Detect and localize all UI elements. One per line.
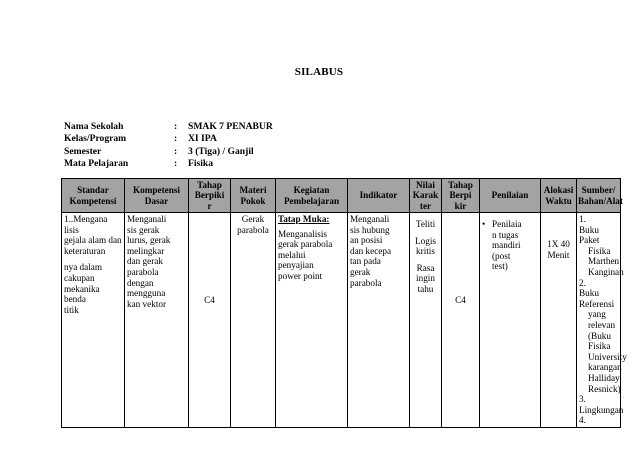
tahap-berpikir-2-value: C4 [455, 295, 466, 306]
text-line: melalui [278, 249, 306, 260]
table-row [62, 213, 621, 428]
text-line: mandiri [492, 240, 521, 251]
text-line: r [207, 200, 212, 211]
kegiatan-text [278, 229, 345, 282]
header-kegiatan-pembelajaran [276, 179, 348, 213]
header-indikator [348, 179, 410, 213]
cell-kompetensi-dasar [125, 213, 189, 428]
sumber-line: 3. [579, 394, 586, 405]
text-line: kritis [416, 246, 435, 257]
sumber-line: yang relevan [588, 309, 616, 330]
text-line: titik [64, 304, 79, 315]
text-line: gejala alam dan [64, 235, 122, 246]
text-line: mekanika benda [64, 283, 100, 305]
bullet-icon: • [482, 219, 486, 229]
text-line: tan pada [350, 256, 381, 267]
sumber-line: 2. [579, 277, 586, 288]
info-colon: : [174, 158, 178, 170]
text-line: Tahap [448, 179, 473, 190]
header-tahap-berpikir [189, 179, 231, 213]
text-line: 1X 40 [547, 239, 570, 249]
text-line: Karak [412, 190, 439, 201]
info-row [64, 146, 273, 158]
sumber-line: Lingkungan [579, 404, 624, 415]
cell-tahap-berpikir [189, 213, 231, 428]
sumber-line: Kanginan [588, 266, 624, 277]
text-line: Logis [415, 235, 436, 246]
sumber-line: Resnick) [588, 383, 621, 394]
text-line: penyajian [278, 260, 314, 271]
text-line: sis gerak [127, 224, 160, 235]
text-line: Materi [239, 184, 267, 195]
text-line: Kompetensi [69, 195, 117, 206]
cell-indikator [348, 213, 410, 428]
text-line: an posisi [350, 235, 383, 246]
text-line: dan gerak [127, 256, 163, 267]
text-line: gerak [350, 266, 371, 277]
text-line: Waktu [545, 195, 572, 206]
text-line: Menganalisis [278, 228, 327, 239]
text-line: Standar [77, 184, 109, 195]
tahap-berpikir-value: C4 [204, 295, 215, 306]
penilaian-text [492, 219, 522, 272]
table-header-row [62, 179, 621, 213]
info-value: SMAK 7 PENABUR [188, 121, 273, 132]
text-line: Penilaia [492, 219, 522, 229]
info-row [64, 121, 273, 133]
sumber-line: Marthen [588, 256, 620, 267]
sumber-line: University [588, 351, 627, 362]
text-line: Berpi [449, 190, 472, 201]
text-line: power point [278, 270, 323, 281]
header-tahap-berpikir-2 [442, 179, 480, 213]
text-line: Menit [547, 249, 570, 260]
alokasi-waktu-value [543, 239, 574, 260]
header-materi-pokok [231, 179, 276, 213]
info-value: XI IPA [188, 133, 217, 145]
text-line: Indikator [359, 190, 398, 201]
text-line: (post [492, 250, 511, 261]
info-row [64, 133, 273, 145]
header-nilai-karakter [410, 179, 442, 213]
header-penilaian [480, 179, 541, 213]
school-info [64, 121, 273, 171]
text-line: ingin [416, 273, 435, 284]
sumber-line: Halliday [588, 372, 620, 383]
text-line: nya dalam [64, 262, 103, 273]
info-value: 3 (Tiga) / Ganjil [188, 145, 254, 157]
text-line: Pembelajaran [283, 195, 340, 206]
text-line: kir [454, 200, 467, 211]
text-line: Teliti [415, 219, 436, 229]
text-line: Kegiatan [293, 184, 330, 195]
text-line: melingkar [127, 245, 165, 256]
cell-nilai-karakter [410, 213, 442, 428]
info-row [64, 158, 273, 170]
text-line: 1..Mengana lisis [64, 214, 108, 235]
sumber-line: 4. [579, 415, 586, 426]
text-line: Berpiki [194, 190, 225, 201]
text-line: parabola [350, 277, 382, 288]
text-line: keteraturan [64, 245, 106, 256]
sumber-line: Buku Paket [579, 224, 600, 246]
text-line: mengguna [127, 288, 166, 299]
text-line: Menganali [350, 214, 390, 224]
text-line: dengan [127, 277, 154, 288]
document-title: SILABUS [294, 66, 344, 78]
text-line: Nilai [416, 179, 435, 190]
text-line: Kompetensi [133, 184, 180, 195]
text-line: dan kecepa [350, 245, 392, 256]
text-line: lurus, gerak [127, 235, 171, 246]
text-line: sis hubung [350, 224, 390, 235]
cell-sumber-bahan [577, 213, 627, 428]
info-colon: : [174, 133, 178, 145]
text-line: kan vektor [127, 298, 167, 309]
text-line: n tugas [492, 229, 519, 240]
info-colon: : [174, 145, 178, 157]
text-line: Sumber/ [581, 184, 616, 195]
text-line: parabola [127, 266, 159, 277]
penilaian-item [482, 219, 538, 272]
text-line: Gerak [241, 214, 265, 224]
text-line: Tahap [197, 179, 222, 190]
sumber-line: Fisika [588, 245, 611, 256]
cell-tahap-berpikir-2 [442, 213, 480, 428]
text-line: Menganali [127, 214, 167, 224]
info-label: Mata Pelajaran [64, 158, 129, 170]
header-kompetensi-dasar [125, 179, 189, 213]
text-line: gerak parabola [278, 239, 333, 250]
info-label: Semester [64, 145, 102, 157]
cell-standar-kompetensi [62, 213, 125, 428]
text-line: Penilaian [491, 190, 529, 201]
text-line: cakupan [64, 272, 95, 283]
text-line: Pokok [240, 195, 266, 206]
info-label: Nama Sekolah [64, 121, 124, 132]
nilai-karakter-list [412, 219, 439, 295]
text-line: Bahan/Alat [578, 195, 623, 206]
text-line: Dasar [144, 195, 169, 206]
header-standar-kompetensi [62, 179, 125, 213]
header-alokasi-waktu [541, 179, 577, 213]
syllabus-table [61, 178, 627, 428]
sumber-line: karangan [588, 362, 622, 373]
text-line: parabola [237, 224, 269, 235]
sumber-line: 1. [579, 214, 586, 224]
text-line: Alokasi [543, 184, 574, 195]
header-sumber-bahan [577, 179, 621, 213]
sumber-line: Buku Referensi [579, 288, 615, 309]
info-label: Kelas/Program [64, 133, 127, 145]
cell-kegiatan-pembelajaran [276, 213, 348, 428]
cell-alokasi-waktu [541, 213, 577, 428]
text-line: ter [419, 200, 432, 211]
kegiatan-heading: Tatap Muka: [278, 214, 330, 224]
info-value: Fisika [188, 158, 214, 170]
text-line: test) [492, 261, 508, 272]
info-colon: : [174, 121, 178, 132]
sumber-line: (Buku Fisika [588, 330, 611, 352]
cell-penilaian [480, 213, 541, 428]
text-line: Rasa [416, 262, 435, 273]
cell-materi-pokok [231, 213, 276, 428]
text-line: tahu [417, 283, 434, 294]
